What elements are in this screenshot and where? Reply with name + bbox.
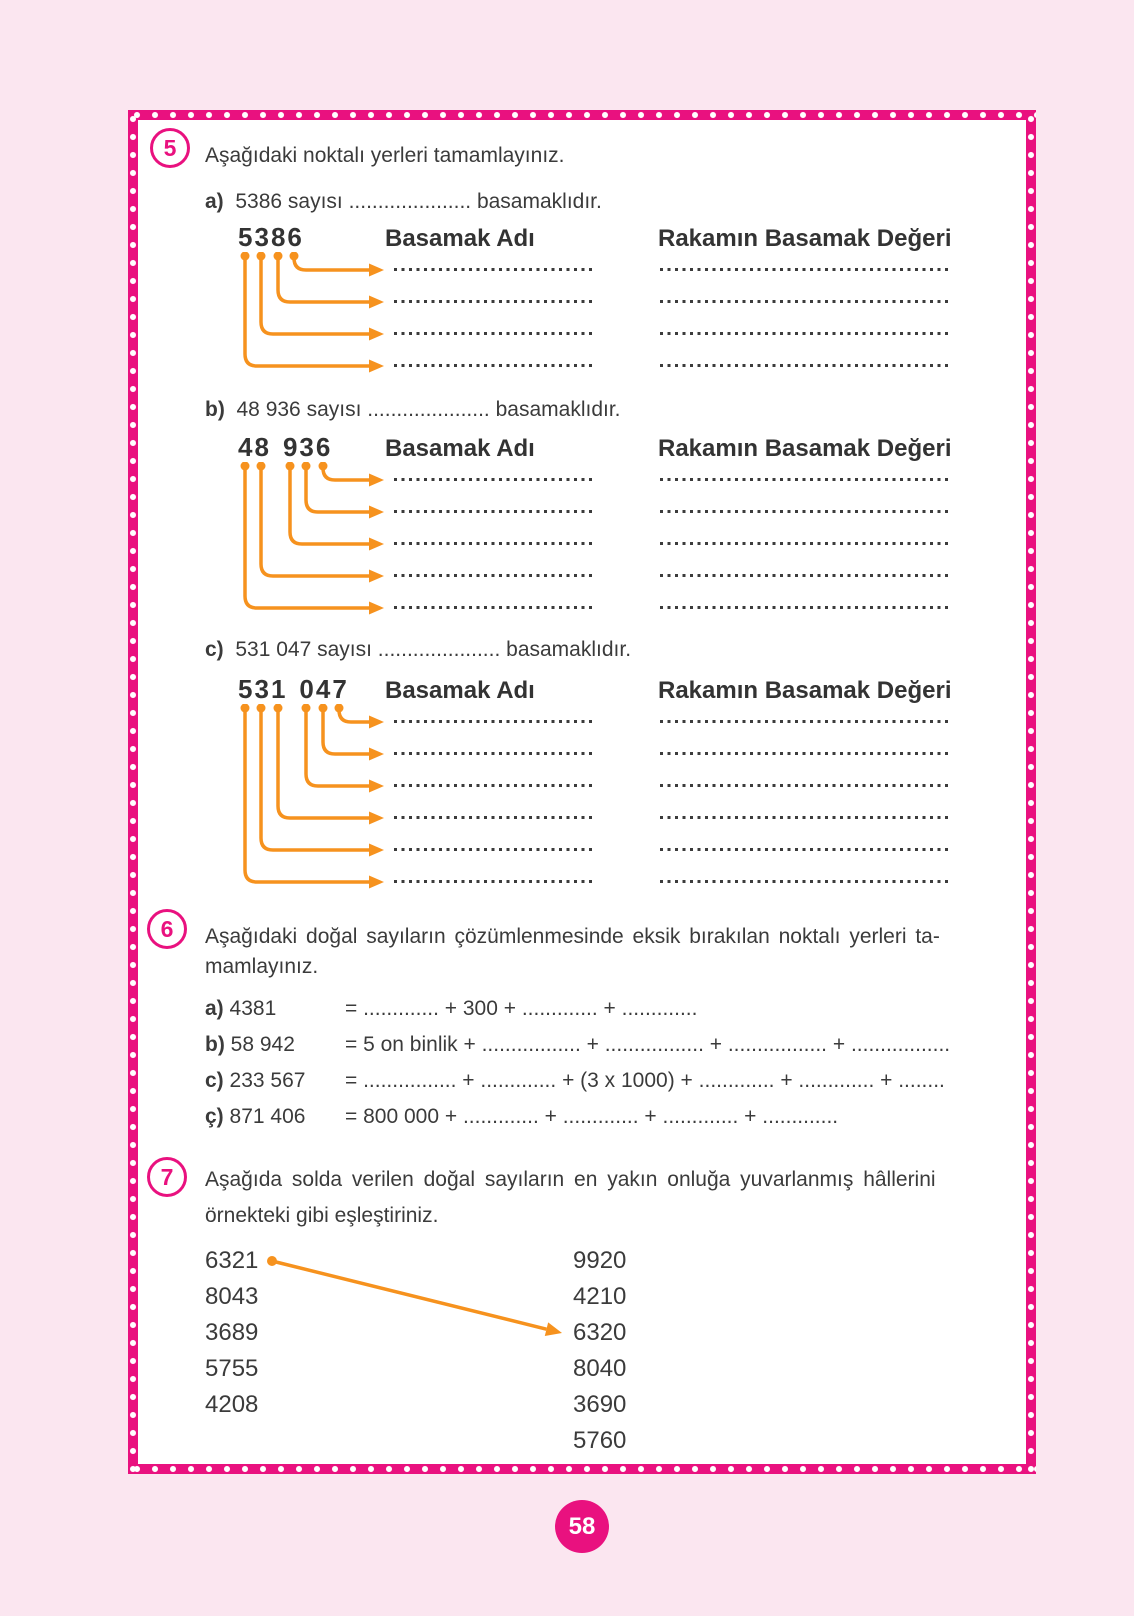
number-text: 6321 xyxy=(205,1247,259,1274)
place-value-diagram xyxy=(138,222,1026,382)
match-left-number xyxy=(205,1246,258,1276)
match-right-number xyxy=(573,1246,626,1276)
digit: 3 xyxy=(254,222,271,252)
question-7-title-line-2: örnekteki gibi eşleştiriniz. xyxy=(205,1204,439,1227)
answer-blank-place-name xyxy=(394,268,594,271)
answer-blank-place-name xyxy=(394,574,594,577)
item-number: 4381 xyxy=(229,997,277,1020)
answer-blank-place-name xyxy=(394,784,594,787)
question-6-title-line-2: mamlayınız. xyxy=(205,955,319,978)
answer-blank-place-name xyxy=(394,510,594,513)
answer-blank-place-value xyxy=(660,510,950,513)
answer-blank-place-name xyxy=(394,542,594,545)
match-right-number xyxy=(573,1426,626,1456)
q5-part-sentence xyxy=(205,188,602,216)
diagram-number xyxy=(238,432,332,462)
q6-item xyxy=(205,1031,1022,1059)
answer-blank-place-value xyxy=(660,574,950,577)
answer-blank-place-name xyxy=(394,300,594,303)
rounding-match-exercise xyxy=(205,1246,885,1482)
digit: 7 xyxy=(332,674,349,704)
number-text: 8040 xyxy=(573,1355,627,1382)
dotted-border-top xyxy=(128,110,1036,120)
digit: 0 xyxy=(299,674,316,704)
place-value-diagram xyxy=(138,432,1026,624)
q5-part-sentence xyxy=(205,396,621,424)
match-left-number xyxy=(205,1390,258,1420)
item-number: 58 942 xyxy=(230,1033,295,1056)
digit-gap xyxy=(271,432,283,462)
part-sentence-text: 48 936 sayısı ..................... basamaklıdır. xyxy=(236,398,621,421)
column-header-place-value: Rakamın Basamak Değeri xyxy=(658,225,952,252)
item-expansion-blanks: = 5 on binlik + ................. + ................. + ................. + ................. xyxy=(345,1033,951,1056)
digit-gap xyxy=(287,674,299,704)
answer-blank-place-name xyxy=(394,848,594,851)
column-header-place-value: Rakamın Basamak Değeri xyxy=(658,677,952,704)
item-label: ç) xyxy=(205,1105,224,1128)
number-text: 9920 xyxy=(573,1247,627,1274)
place-value-diagram xyxy=(138,674,1026,898)
digit: 5 xyxy=(238,674,255,704)
number-text: 5760 xyxy=(573,1427,627,1454)
answer-blank-place-name xyxy=(394,332,594,335)
answer-blank-place-name xyxy=(394,720,594,723)
number-text: 6320 xyxy=(573,1319,627,1346)
digit: 3 xyxy=(254,674,271,704)
item-expansion-blanks: = ................ + ............. + (3 x 1000) + ............. + ............. + ........ xyxy=(345,1069,945,1092)
item-label: a) xyxy=(205,997,224,1020)
part-label: b) xyxy=(205,398,225,421)
question-6-title-line-1: Aşağıdaki doğal sayıların çözümlenmesinde eksik bırakılan noktalı yerleri ta- xyxy=(205,925,940,948)
column-header-place-value: Rakamın Basamak Değeri xyxy=(658,435,952,462)
number-text: 4208 xyxy=(205,1391,259,1418)
match-left-number xyxy=(205,1282,258,1312)
q6-item xyxy=(205,995,1022,1023)
item-label: b) xyxy=(205,1033,225,1056)
answer-blank-place-name xyxy=(394,478,594,481)
item-label: c) xyxy=(205,1069,224,1092)
column-header-place-name: Basamak Adı xyxy=(385,225,535,252)
answer-blank-place-value xyxy=(660,364,950,367)
question-5-number-badge: 5 xyxy=(150,128,190,168)
place-value-arrows xyxy=(138,704,400,898)
number-text: 5755 xyxy=(205,1355,259,1382)
part-label: a) xyxy=(205,190,224,213)
question-7-title-line-1: Aşağıda solda verilen doğal sayıların en yakın onluğa yuvarlanmış hâllerini xyxy=(205,1168,936,1191)
part-sentence-text: 5386 sayısı ..................... basamaklıdır. xyxy=(235,190,602,213)
diagram-number xyxy=(238,222,304,252)
column-header-place-name: Basamak Adı xyxy=(385,435,535,462)
example-match-arrow xyxy=(205,1246,885,1482)
match-right-number xyxy=(573,1390,626,1420)
answer-blank-place-value xyxy=(660,606,950,609)
item-number: 233 567 xyxy=(229,1069,306,1092)
question-6-number-badge: 6 xyxy=(147,909,187,949)
digit: 1 xyxy=(270,674,288,704)
answer-blank-place-value xyxy=(660,784,950,787)
digit: 6 xyxy=(315,432,333,462)
answer-blank-place-value xyxy=(660,752,950,755)
answer-blank-place-value xyxy=(660,332,950,335)
q6-item xyxy=(205,1067,1022,1095)
answer-blank-place-value xyxy=(660,848,950,851)
part-sentence-text: 531 047 sayısı ..................... basamaklıdır. xyxy=(235,638,632,661)
part-label: c) xyxy=(205,638,224,661)
answer-blank-place-name xyxy=(394,880,594,883)
number-text: 8043 xyxy=(205,1283,259,1310)
answer-blank-place-value xyxy=(660,300,950,303)
answer-blank-place-name xyxy=(394,364,594,367)
match-left-number xyxy=(205,1354,258,1384)
question-7-number-badge: 7 xyxy=(147,1157,187,1197)
answer-blank-place-name xyxy=(394,816,594,819)
number-text: 3690 xyxy=(573,1391,627,1418)
answer-blank-place-name xyxy=(394,606,594,609)
digit: 8 xyxy=(254,432,271,462)
answer-blank-place-value xyxy=(660,268,950,271)
item-expansion-blanks: = ............. + 300 + ............. + ............. xyxy=(345,997,698,1020)
digit: 5 xyxy=(238,222,255,252)
digit: 4 xyxy=(238,432,255,462)
item-number: 871 406 xyxy=(229,1105,306,1128)
worksheet-frame xyxy=(128,110,1036,1474)
answer-blank-place-value xyxy=(660,542,950,545)
answer-blank-place-value xyxy=(660,816,950,819)
place-value-arrows xyxy=(138,252,400,382)
answer-blank-place-name xyxy=(394,752,594,755)
worksheet-content xyxy=(138,120,1026,1464)
match-right-number xyxy=(573,1354,626,1384)
dotted-border-right xyxy=(1026,110,1036,1474)
question-5-title: Aşağıdaki noktalı yerleri tamamlayınız. xyxy=(205,144,565,167)
item-expansion-blanks: = 800 000 + ............. + ............. + ............. + ............. xyxy=(345,1105,839,1128)
answer-blank-place-value xyxy=(660,478,950,481)
place-value-arrows xyxy=(138,462,400,624)
digit: 9 xyxy=(282,432,300,462)
number-text: 3689 xyxy=(205,1319,259,1346)
match-right-number xyxy=(573,1318,626,1348)
q6-item xyxy=(205,1103,1022,1131)
match-left-number xyxy=(205,1318,258,1348)
digit: 6 xyxy=(287,222,304,252)
answer-blank-place-value xyxy=(660,720,950,723)
q5-part-sentence xyxy=(205,636,631,664)
page-number-badge: 58 xyxy=(555,1500,609,1553)
digit: 3 xyxy=(299,432,316,462)
digit: 4 xyxy=(315,674,333,704)
number-text: 4210 xyxy=(573,1283,627,1310)
column-header-place-name: Basamak Adı xyxy=(385,677,535,704)
dotted-border-left xyxy=(128,110,138,1474)
answer-blank-place-value xyxy=(660,880,950,883)
match-right-number xyxy=(573,1282,626,1312)
digit: 8 xyxy=(270,222,288,252)
diagram-number xyxy=(238,674,349,704)
